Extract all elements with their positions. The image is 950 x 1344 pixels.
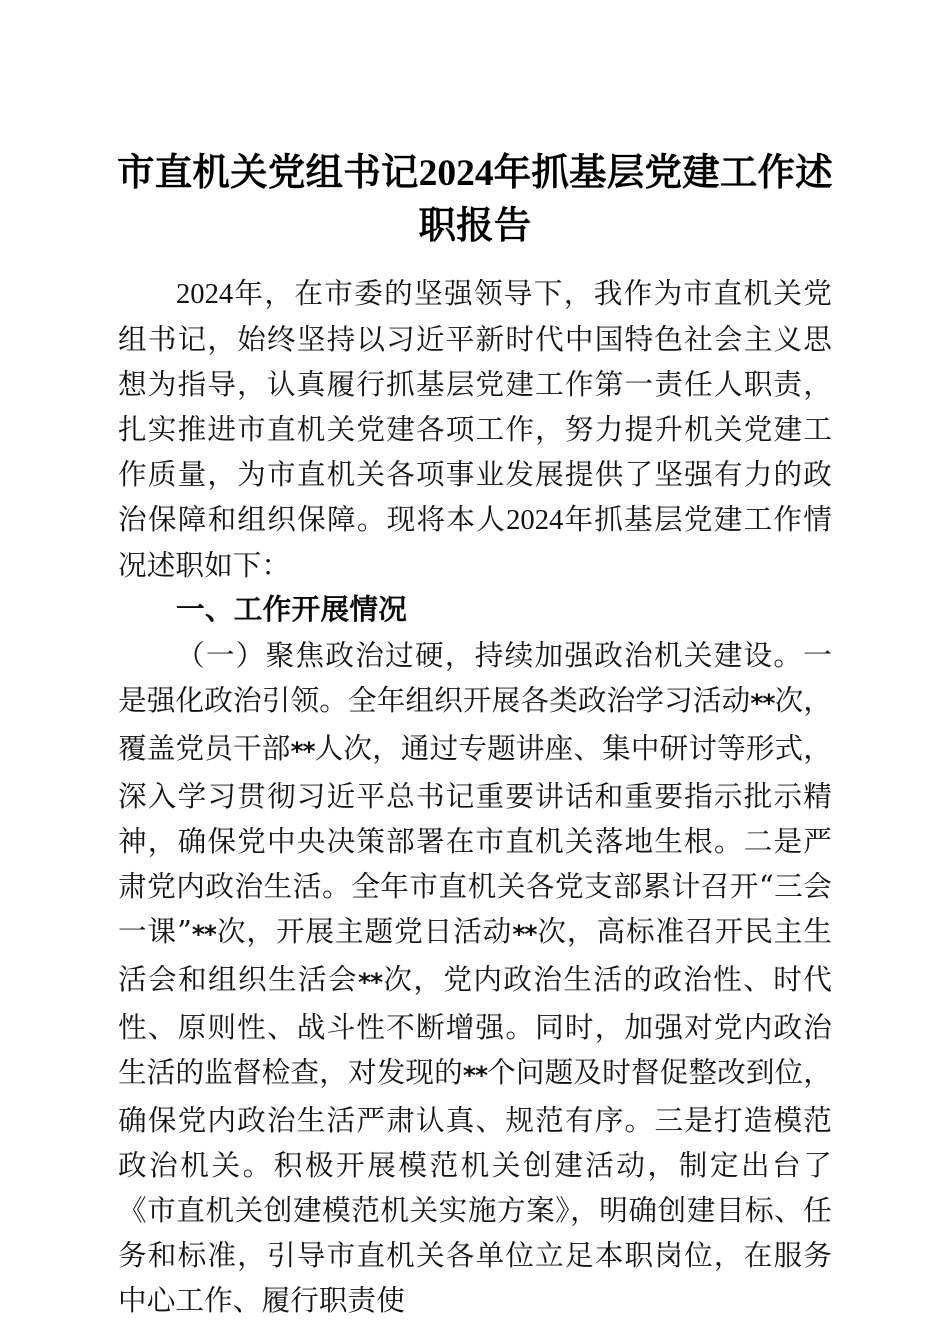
- paragraph-section-1-content: （一）聚焦政治过硬，持续加强政治机关建设。一是强化政治引领。全年组织开展各类政治学习活动**次，覆盖党员干部**人次，通过专题讲座、集中研讨等形式，深入学习贯彻习近平总书记重要讲话和重要指示批示精神，确保党中央决策部署在市直机关落地生根。二是严肃党内政治生活。全年市直机关各党支部累计召开“三会一课”**次，开展主题党日活动**次，高标准召开民主生活会和组织生活会**次，党内政治生活的政治性、时代性、原则性、战斗性不断增强。同时，加强对党内政治生活的监督检查，对发现的**个问题及时督促整改到位，确保党内政治生活严肃认真、规范有序。三是打造模范政治机关。积极开展模范机关创建活动，制定出台了《市直机关创建模范机关实施方案》，明确创建目标、任务和标准，引导市直机关各单位立足本职岗位，在服务中心工作、履行职责使: [118, 638, 833, 1317]
- page-title-line-1: 市直机关党组书记2024年抓基层党建工作述: [117, 153, 833, 195]
- document-body: [118, 271, 832, 1323]
- page-title: [112, 147, 838, 253]
- page-title-line-2: 职报告: [418, 206, 532, 248]
- section-heading-work-progress: 一、工作开展情况: [176, 594, 408, 626]
- paragraph-intro: 2024年，在市委的坚强领导下，我作为市直机关党组书记，始终坚持以习近平新时代中国特色社会主义思想为指导，认真履行抓基层党建工作第一责任人职责，扎实推进市直机关党建各项工作，努力提升机关党建工作质量，为市直机关各项事业发展提供了坚强有力的政治保障和组织保障。现将本人2024年抓基层党建工作情况述职如下：: [118, 276, 832, 582]
